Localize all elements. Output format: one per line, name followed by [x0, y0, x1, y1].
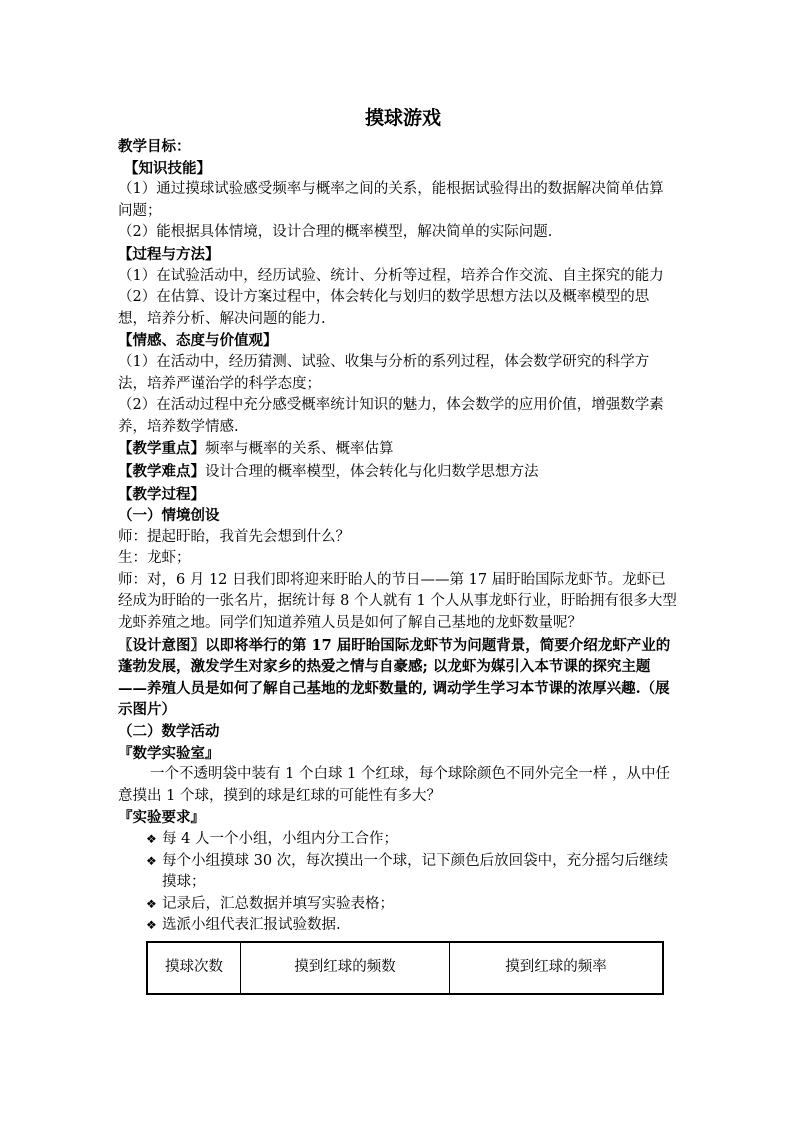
knowledge-item-2: （2）能根据具体情境，设计合理的概率模型，解决简单的实际问题.: [118, 224, 553, 241]
section2-heading: （二）数学活动: [118, 723, 220, 741]
emotion-item-2: （2）在活动过程中充分感受概率统计知识的魅力，体会数学的应用价值，增强数学素养，培养数学情感.: [118, 397, 664, 435]
lab-text: 一个不透明袋中装有 1 个白球 1 个红球，每个球除颜色不同外完全一样 ，从中任意摸出 1 个球，摸到的球是红球的可能性有多大？: [118, 766, 670, 804]
experiment-table: [146, 941, 664, 995]
key-point-label: 【教学重点】: [118, 440, 205, 458]
requirements-heading: 『实验要求』: [118, 809, 205, 827]
dialogue-line-3: 师：对，6 月 12 日我们即将迎来盱眙人的节日——第 17 届盱眙国际龙虾节。龙虾已经成为盱眙的一张名片，据统计每 8 个人就有 1 个人从事龙虾行业，盱眙拥有很多大型龙虾养殖之地。同学们知道养殖人员是如何了解自己基地的龙虾数量呢？: [118, 571, 677, 632]
diamond-bullet-icon: ❖: [146, 896, 157, 911]
process-item-2: （2）在估算、设计方案过程中，体会转化与划归的数学思想方法以及概率模型的思想，培养分析、解决问题的能力.: [118, 289, 650, 327]
diamond-bullet-icon: ❖: [146, 853, 157, 868]
requirement-item: ❖ 每 4 人一个小组，小组内分工合作；: [118, 829, 678, 851]
diamond-bullet-icon: ❖: [146, 918, 157, 933]
requirement-item: ❖ 每个小组摸球 30 次，每次摸出一个球，记下颜色后放回袋中，充分摇匀后继续摸球；: [146, 852, 669, 891]
objectives-heading: 教学目标：: [118, 138, 191, 155]
requirements-list: [118, 829, 678, 937]
table-header-row: [147, 942, 663, 994]
dialogue-line-1: 师：提起盱眙，我首先会想到什么？: [118, 528, 350, 545]
requirement-item: ❖ 记录后，汇总数据并填写实验表格；: [118, 894, 678, 916]
design-intent: 〖设计意图〗以即将举行的第 17 届盱眙国际龙虾节为问题背景，简要介绍龙虾产业的蓬勃发展，激发学生对家乡的热爱之情与自豪感; 以龙虾为媒引入本节课的探究主题——养殖人员是如何了解自己基地的龙虾数量的, 调动学生学习本节课的浓厚兴趣.（展示图片）: [118, 636, 671, 719]
dialogue-line-2: 生：龙虾；: [118, 550, 191, 567]
difficulty-label: 【教学难点】: [118, 462, 205, 480]
knowledge-item-1: （1）通过摸球试验感受频率与概率之间的关系，能根据试验得出的数据解决简单估算问题；: [118, 181, 664, 219]
header-red-frequency-rate: 摸到红球的频率: [450, 942, 664, 994]
key-point-text: 频率与概率的关系、概率估算: [205, 441, 394, 458]
diamond-bullet-icon: ❖: [146, 832, 157, 846]
emotion-heading: 【情感、态度与价值观】: [118, 332, 278, 350]
knowledge-heading: 【知识技能】: [124, 159, 211, 177]
emotion-item-1: （1）在活动中，经历猜测、试验、收集与分析的系列过程，体会数学研究的科学方法，培养严谨治学的科学态度；: [118, 353, 650, 392]
process-heading: 【过程与方法】: [118, 245, 220, 263]
difficulty: [118, 461, 678, 484]
header-draw-count: 摸球次数: [147, 942, 241, 994]
process-item-1: （1）在试验活动中，经历试验、统计、分析等过程，培养合作交流、自主探究的能力: [118, 267, 664, 284]
procedure-heading: 【教学过程】: [118, 485, 205, 503]
section1-heading: （一）情境创设: [118, 507, 220, 525]
header-red-frequency-count: 摸到红球的频数: [241, 942, 450, 994]
difficulty-text: 设计合理的概率模型，体会转化与化归数学思想方法: [205, 463, 539, 480]
document-title: 摸球游戏: [364, 107, 441, 129]
key-point: [118, 438, 678, 461]
lab-heading: 『数学实验室』: [118, 744, 220, 762]
requirement-item: ❖ 选派小组代表汇报试验数据.: [118, 915, 678, 937]
document-page: [118, 100, 678, 995]
